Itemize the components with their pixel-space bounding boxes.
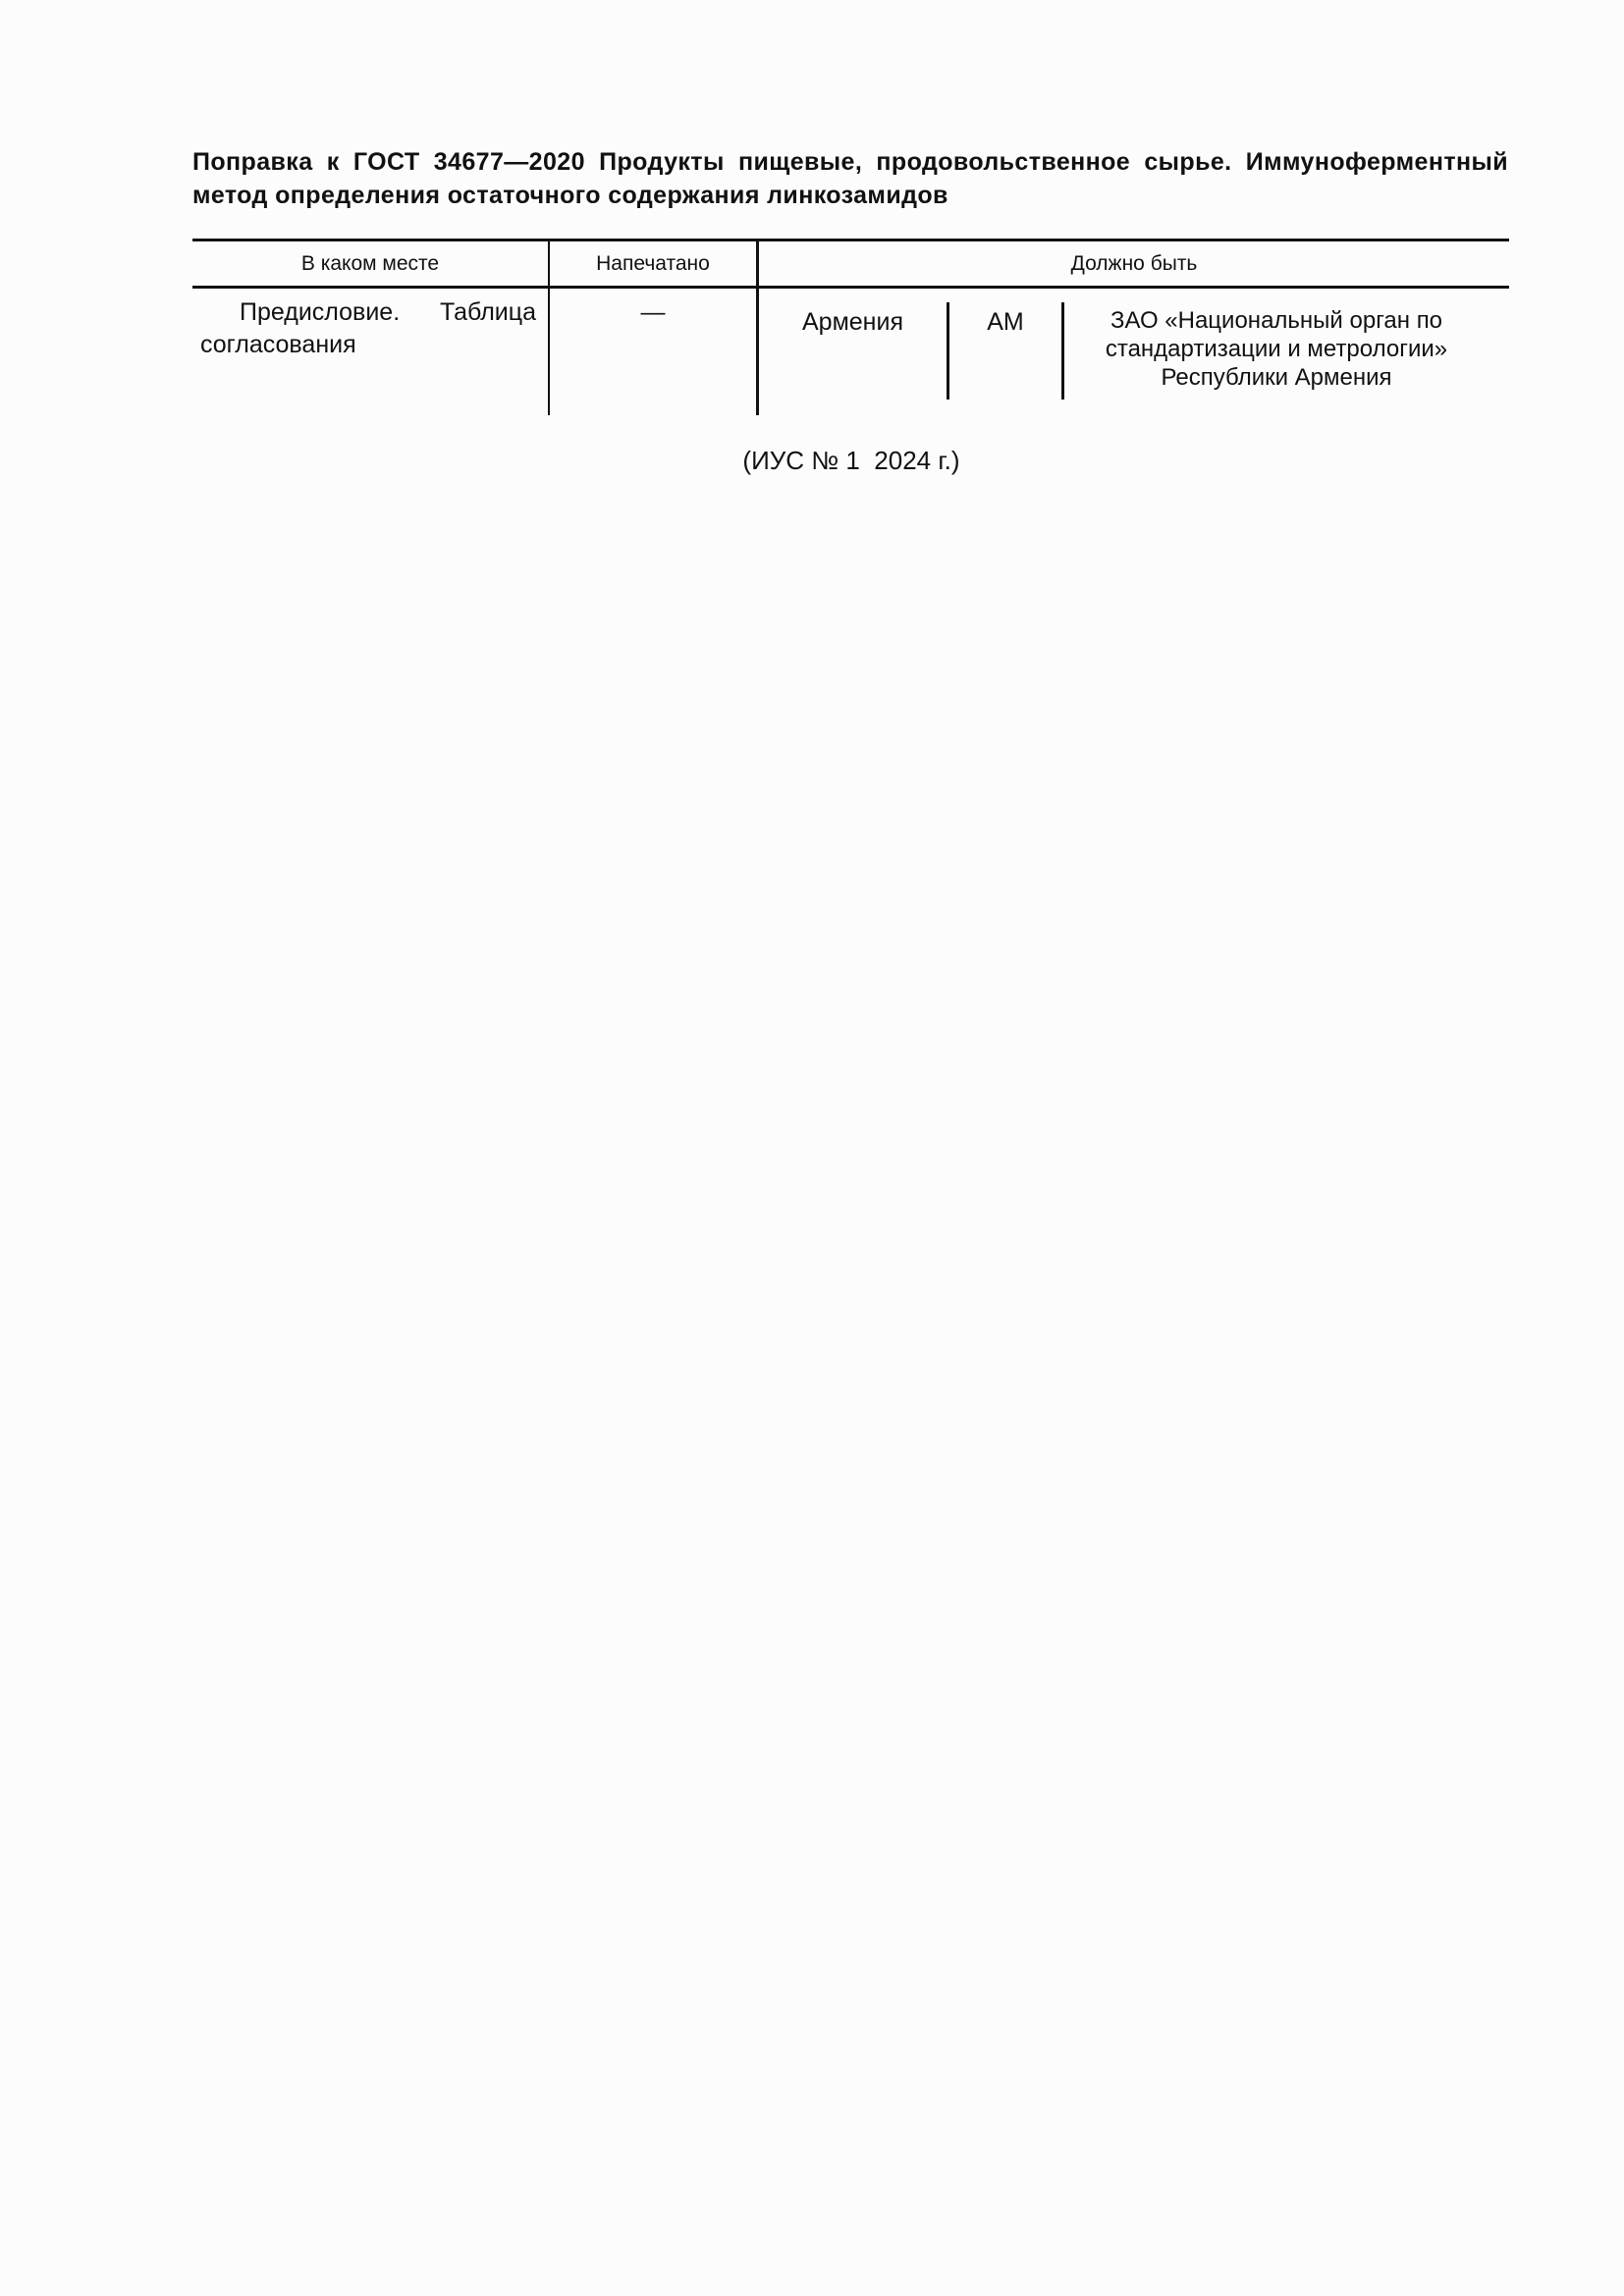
- header-printed: Напечатано: [596, 252, 710, 275]
- header-place: В каком месте: [300, 252, 440, 275]
- cell-country: Армения: [802, 308, 903, 336]
- publication-footer: (ИУС № 1 2024 г.): [742, 446, 960, 475]
- subcolumn-divider-2: [1061, 302, 1064, 400]
- document-title: Поправка к ГОСТ 34677—2020 Продукты пищевые, продовольственное сырье. Иммуноферментный метод определения остаточного содержания линкозамидов: [192, 148, 1508, 209]
- cell-organization: ЗАО «Национальный орган по стандартизации и метрологии» Республики Армения: [1105, 307, 1448, 391]
- cell-country-code: AM: [987, 308, 1024, 336]
- cell-place: Предисловие. Таблица согласования: [200, 298, 536, 358]
- cell-printed: —: [640, 298, 666, 326]
- header-correct: Должно быть: [1070, 252, 1198, 275]
